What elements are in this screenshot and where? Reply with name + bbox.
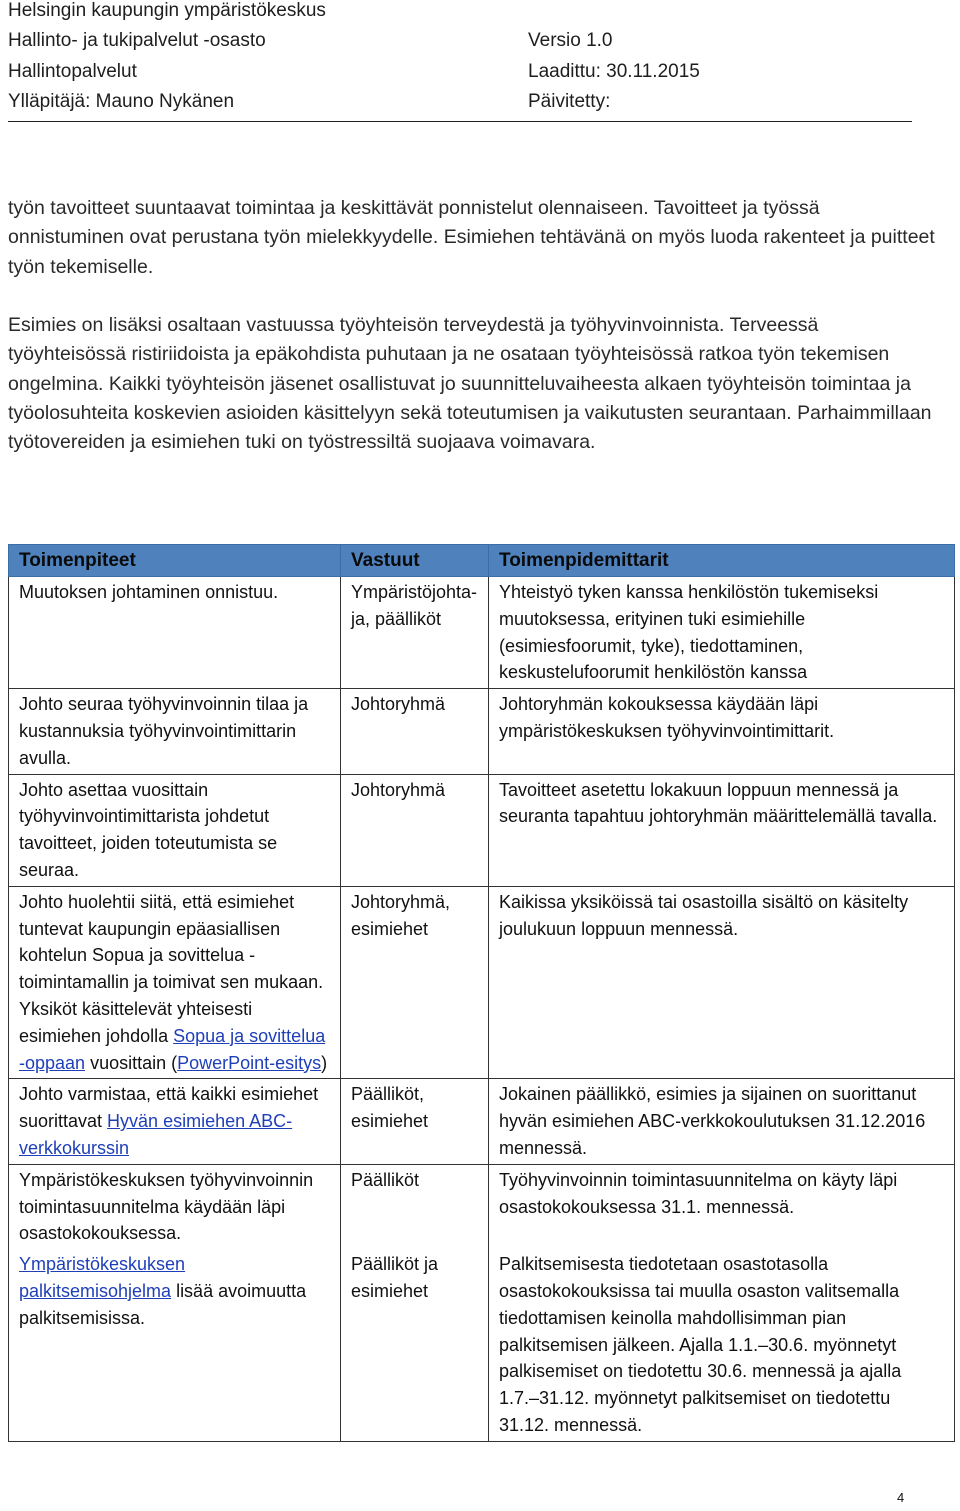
cell-action-text: ) (321, 1052, 328, 1073)
table-header-row (9, 545, 955, 577)
cell-responsible: Päälliköt, esimiehet (341, 1079, 489, 1164)
cell-action-text: vuosittain ( (85, 1052, 178, 1073)
table-row (9, 577, 955, 689)
cell-action (9, 886, 341, 1079)
table-row (9, 1249, 955, 1441)
cell-measure: Yhteistyö tyken kanssa henkilöstön tukemiseksi muutoksessa, erityinen tuki esimiehille (esimiesfoorumit, tyke), tiedottaminen, keskustelufoorumit henkilöstön kanssa (489, 577, 955, 689)
header-updated: Päivitetty: (528, 91, 611, 112)
abc-course-link[interactable]: Hyvän esimiehen ABC-verkkokurssin (19, 1111, 293, 1158)
header-org: Helsingin kaupungin ympäristökeskus (8, 0, 326, 21)
cell-measure: Palkitsemisesta tiedotetaan osastotasolla osastokokouksissa tai muulla osaston valitsemalla tiedottamisen keinolla mahdollisimman pian palkitsemisen jälkeen. Ajalla 1.1.–30.6. myönnetyt palkisemiset on tiedotettu 30.6. mennessä ja ajalla 1.7.–31.12. myönnetyt palkitsemiset on tiedotettu 31.12. mennessä. (489, 1249, 955, 1441)
sopua-guide-link[interactable]: Sopua ja sovittelua -oppaan (19, 1025, 326, 1073)
cell-measure: Johtoryhmän kokouksessa käydään läpi ympäristökeskuksen työhyvinvointimittarit. (489, 689, 955, 774)
cell-action (9, 1079, 341, 1164)
cell-responsible: Johtoryhmä (341, 689, 489, 774)
column-header-actions: Toimenpiteet (9, 545, 341, 577)
table-row (9, 1164, 955, 1249)
header-uploaded: Laadittu: 30.11.2015 (528, 61, 700, 82)
body-paragraph-2: Esimies on lisäksi osaltaan vastuussa työyhteisön terveydestä ja työhyvinvoinnista. Terveessä työyhteisössä ristiriidoista ja epäkohdista puhutaan ja ne osataan työyhteisössä ratkoa työn tekemisen ongelmina. Kaikki työyhteisön jäsenet osallistuvat jo suunnitteluvaiheesta alkaen työyhteisön toimintaa ja työolosuhteita koskevien asioiden käsittelyyn sekä toteutumisen ja vaikutusten seurantaan. Parhaimmillaan työtovereiden ja esimiehen tuki on työstressiltä suojaava voimavara. (8, 314, 932, 454)
cell-action: Johto seuraa työhyvinvoinnin tilaa ja kustannuksia työhyvinvointimittarin avulla. (9, 689, 341, 774)
reward-program-link[interactable]: Ympäristökeskuksen palkitsemisohjelma (19, 1254, 186, 1301)
table-row (9, 774, 955, 886)
column-header-responsible: Vastuut (341, 545, 489, 577)
powerpoint-link[interactable]: PowerPoint-esitys (177, 1052, 322, 1073)
table-row (9, 1079, 955, 1164)
column-header-measures: Toimenpidemittarit (489, 545, 955, 577)
cell-action: Johto asettaa vuosittain työhyvinvointimittarista johdetut tavoitteet, joiden toteutumista se seuraa. (9, 774, 341, 886)
cell-action: Muutoksen johtaminen onnistuu. (9, 577, 341, 689)
cell-measure: Tavoitteet asetettu lokakuun loppuun mennessä ja seuranta tapahtuu johtoryhmän määrittelemällä tavalla. (489, 774, 955, 886)
table-row (9, 886, 955, 1079)
cell-action (9, 1249, 341, 1441)
cell-responsible: Johtoryhmä (341, 774, 489, 886)
header-maintainer: Ylläpitäjä: Mauno Nykänen (8, 91, 235, 112)
cell-action-text: Johto varmistaa, että kaikki esimiehet suorittavat (19, 1084, 319, 1132)
cell-responsible: Päälliköt (341, 1164, 489, 1249)
cell-action-text: Johto huolehtii siitä, että esimiehet tuntevat kaupungin epäasiallisen kohtelun Sopua ja sovittelua -toimintamallin ja toimivat sen mukaan. Yksiköt käsittelevät yhteisesti esimiehen johdolla (19, 891, 324, 1046)
cell-measure: Työhyvinvoinnin toimintasuunnitelma on käyty läpi osastokokouksessa 31.1. mennessä. (489, 1164, 955, 1249)
cell-responsible: Johtoryhmä, esimiehet (341, 886, 489, 1079)
cell-responsible: Päälliköt ja esimiehet (341, 1249, 489, 1441)
page-number: 4 (897, 1490, 905, 1505)
cell-measure: Kaikissa yksiköissä tai osastoilla sisältö on käsitelty joulukuun loppuun mennessä. (489, 886, 955, 1079)
actions-table (8, 544, 955, 1442)
header-unit: Hallintopalvelut (8, 61, 137, 82)
body-paragraph-1: työn tavoitteet suuntaavat toimintaa ja keskittävät ponnistelut olennaiseen. Tavoitteet ja työssä onnistuminen ovat perustana työn mielekkyydelle. Esimiehen tehtävänä on myös luoda rakenteet ja puitteet työn tekemiselle. (8, 197, 935, 278)
document-header (8, 0, 912, 122)
header-dept: Hallinto- ja tukipalvelut -osasto (8, 30, 266, 51)
header-version: Versio 1.0 (528, 30, 613, 51)
table-row (9, 689, 955, 774)
cell-action: Ympäristökeskuksen työhyvinvoinnin toimintasuunnitelma käydään läpi osastokokouksessa. (9, 1164, 341, 1249)
cell-measure: Jokainen päällikkö, esimies ja sijainen on suorittanut hyvän esimiehen ABC-verkkokoulutuksen 31.12.2016 mennessä. (489, 1079, 955, 1164)
cell-responsible: Ympäristöjohta-ja, päälliköt (341, 577, 489, 689)
cell-action-text: lisää avoimuutta palkitsemisissa. (19, 1280, 307, 1328)
